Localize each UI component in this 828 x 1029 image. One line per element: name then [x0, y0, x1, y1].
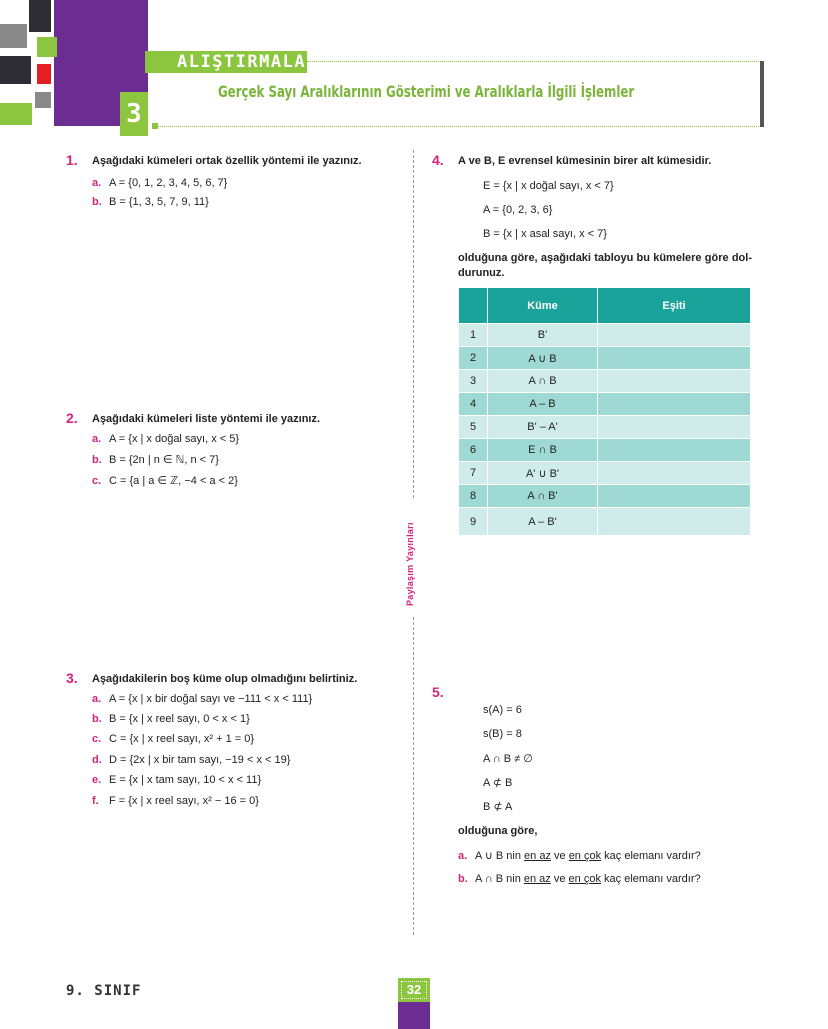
question-text: Aşağıdaki kümeleri liste yöntemi ile yazınız.: [92, 413, 321, 425]
question-item: [92, 795, 259, 807]
column-divider: [413, 150, 414, 498]
answer-cell[interactable]: [598, 393, 751, 416]
question-number: 4.: [432, 152, 444, 168]
item-text: B = {2n | n ∈ ℕ, n < 7}: [109, 454, 219, 466]
table-header-cell: Eşiti: [598, 288, 751, 324]
item-label: d.: [92, 754, 102, 766]
instruction-text: olduğuna göre, aşağıdaki tabloyu bu kümelere göre dol-: [458, 252, 752, 264]
condition: A ⊄ B: [483, 777, 513, 789]
question-item: [92, 754, 290, 766]
row-number: 8: [459, 485, 488, 508]
table-header-row: [459, 288, 751, 324]
item-label: a.: [92, 433, 102, 445]
item-text: ve: [550, 850, 569, 862]
item-label: c.: [92, 475, 102, 487]
deco-square: [0, 24, 27, 48]
question-item: [92, 433, 239, 445]
set-definition: E = {x | x doğal sayı, x < 7}: [483, 180, 614, 192]
section-label: ALIŞTIRMALAR: [145, 51, 307, 73]
row-number: 6: [459, 439, 488, 462]
header-right-bar: [760, 61, 764, 127]
item-text: kaç elemanı vardır?: [601, 850, 701, 862]
set-expression: A – B': [488, 508, 598, 536]
row-number: 3: [459, 370, 488, 393]
question-item: [458, 849, 701, 862]
question-item: [92, 196, 209, 208]
set-expression: E ∩ B: [488, 439, 598, 462]
set-definition: B = {x | x asal sayı, x < 7}: [483, 228, 607, 240]
deco-square: [35, 92, 51, 108]
row-number: 5: [459, 416, 488, 439]
underlined-term: en çok: [568, 850, 602, 862]
row-number: 9: [459, 508, 488, 536]
item-label: b.: [458, 873, 468, 885]
question-item: [92, 713, 250, 725]
item-text: A = {x | x doğal sayı, x < 5}: [109, 433, 240, 445]
set-expression: B' – A': [488, 416, 598, 439]
item-label: a.: [458, 850, 468, 862]
deco-square: [0, 103, 32, 125]
table-row: [459, 462, 751, 485]
answer-cell[interactable]: [598, 485, 751, 508]
item-text: C = {x | x reel sayı, x² + 1 = 0}: [109, 733, 255, 745]
item-label: c.: [92, 733, 102, 745]
item-label: b.: [92, 196, 102, 208]
page-tab: [398, 1002, 430, 1029]
question-text: A ve B, E evrensel kümesinin birer alt kümesidir.: [458, 155, 712, 167]
item-label: a.: [92, 177, 102, 189]
deco-square: [0, 56, 31, 84]
question-number: 5.: [432, 684, 444, 700]
row-number: 4: [459, 393, 488, 416]
row-number: 7: [459, 462, 488, 485]
item-text: A ∩ B nin: [475, 873, 524, 885]
item-text: A ∪ B nin: [475, 850, 525, 862]
deco-square: [37, 64, 51, 84]
item-text: A = {x | x bir doğal sayı ve −111 < x < 111}: [109, 693, 313, 705]
item-text: kaç elemanı vardır?: [600, 873, 701, 885]
page-number-border: [401, 981, 427, 999]
item-text: A = {0, 1, 2, 3, 4, 5, 6, 7}: [109, 177, 228, 189]
item-label: f.: [92, 795, 99, 807]
table-header-cell: [459, 288, 488, 324]
set-expression: B': [488, 324, 598, 347]
item-label: b.: [92, 454, 102, 466]
divider: [156, 126, 759, 127]
question-item: [92, 474, 238, 487]
question-number: 1.: [66, 152, 78, 168]
underlined-term: en az: [524, 850, 551, 862]
question-item: [92, 733, 254, 745]
table-row: [459, 439, 751, 462]
item-text: E = {x | x tam sayı, 10 < x < 11}: [109, 774, 262, 786]
answer-cell[interactable]: [598, 347, 751, 370]
answer-cell[interactable]: [598, 324, 751, 347]
question-number: 2.: [66, 410, 78, 426]
answer-cell[interactable]: [598, 508, 751, 536]
table-row: [459, 370, 751, 393]
question-number: 3.: [66, 670, 78, 686]
answer-cell[interactable]: [598, 370, 751, 393]
grade-label: 9. SINIF: [66, 983, 142, 999]
item-text: C = {a | a ∈ ℤ, −4 < a < 2}: [109, 475, 238, 487]
instruction-text: durunuz.: [458, 267, 505, 279]
item-label: a.: [92, 693, 102, 705]
underlined-term: en çok: [568, 873, 601, 885]
table-row: [459, 347, 751, 370]
unit-title: Gerçek Sayı Aralıklarının Gösterimi ve Aralıklarla İlgili İşlemler: [218, 82, 635, 101]
table-row: [459, 324, 751, 347]
row-number: 2: [459, 347, 488, 370]
table-row: [459, 393, 751, 416]
condition: A ∩ B ≠ ∅: [483, 753, 533, 765]
item-text: B = {x | x reel sayı, 0 < x < 1}: [109, 713, 250, 725]
deco-square: [37, 37, 57, 57]
item-text: D = {2x | x bir tam sayı, −19 < x < 19}: [109, 754, 291, 766]
set-expression: A – B: [488, 393, 598, 416]
set-expression: A ∩ B': [488, 485, 598, 508]
given-text: olduğuna göre,: [458, 825, 538, 837]
underlined-term: en az: [523, 873, 551, 885]
answer-cell[interactable]: [598, 439, 751, 462]
sets-table: [458, 287, 751, 536]
question-item: [92, 693, 312, 705]
item-text: ve: [550, 873, 569, 885]
condition: s(A) = 6: [483, 704, 522, 716]
condition: B ⊄ A: [483, 801, 513, 813]
question-item: [92, 774, 261, 786]
table-row: [459, 485, 751, 508]
item-label: e.: [92, 774, 102, 786]
table-row: [459, 416, 751, 439]
question-item: [92, 177, 227, 189]
set-definition: A = {0, 2, 3, 6}: [483, 204, 553, 216]
divider: [307, 61, 759, 62]
row-number: 1: [459, 324, 488, 347]
item-text: F = {x | x reel sayı, x² − 16 = 0}: [109, 795, 259, 807]
table-row: [459, 508, 751, 536]
set-expression: A' ∪ B': [488, 462, 598, 485]
item-text: B = {1, 3, 5, 7, 9, 11}: [109, 196, 209, 208]
question-text: Aşağıdakilerin boş küme olup olmadığını belirtiniz.: [92, 673, 358, 685]
question-text: Aşağıdaki kümeleri ortak özellik yöntemi ile yazınız.: [92, 155, 362, 167]
answer-cell[interactable]: [598, 462, 751, 485]
deco-square: [29, 0, 51, 32]
publisher-label: Paylaşım Yayınları: [405, 522, 415, 606]
item-label: b.: [92, 713, 102, 725]
table-header-cell: Küme: [488, 288, 598, 324]
question-item: [92, 453, 219, 466]
condition: s(B) = 8: [483, 728, 522, 740]
question-item: [458, 873, 701, 885]
answer-cell[interactable]: [598, 416, 751, 439]
chapter-number: 3: [120, 92, 148, 136]
page-number: 32: [398, 978, 430, 1002]
column-divider: [413, 617, 414, 935]
set-expression: A ∪ B: [488, 347, 598, 370]
set-expression: A ∩ B: [488, 370, 598, 393]
